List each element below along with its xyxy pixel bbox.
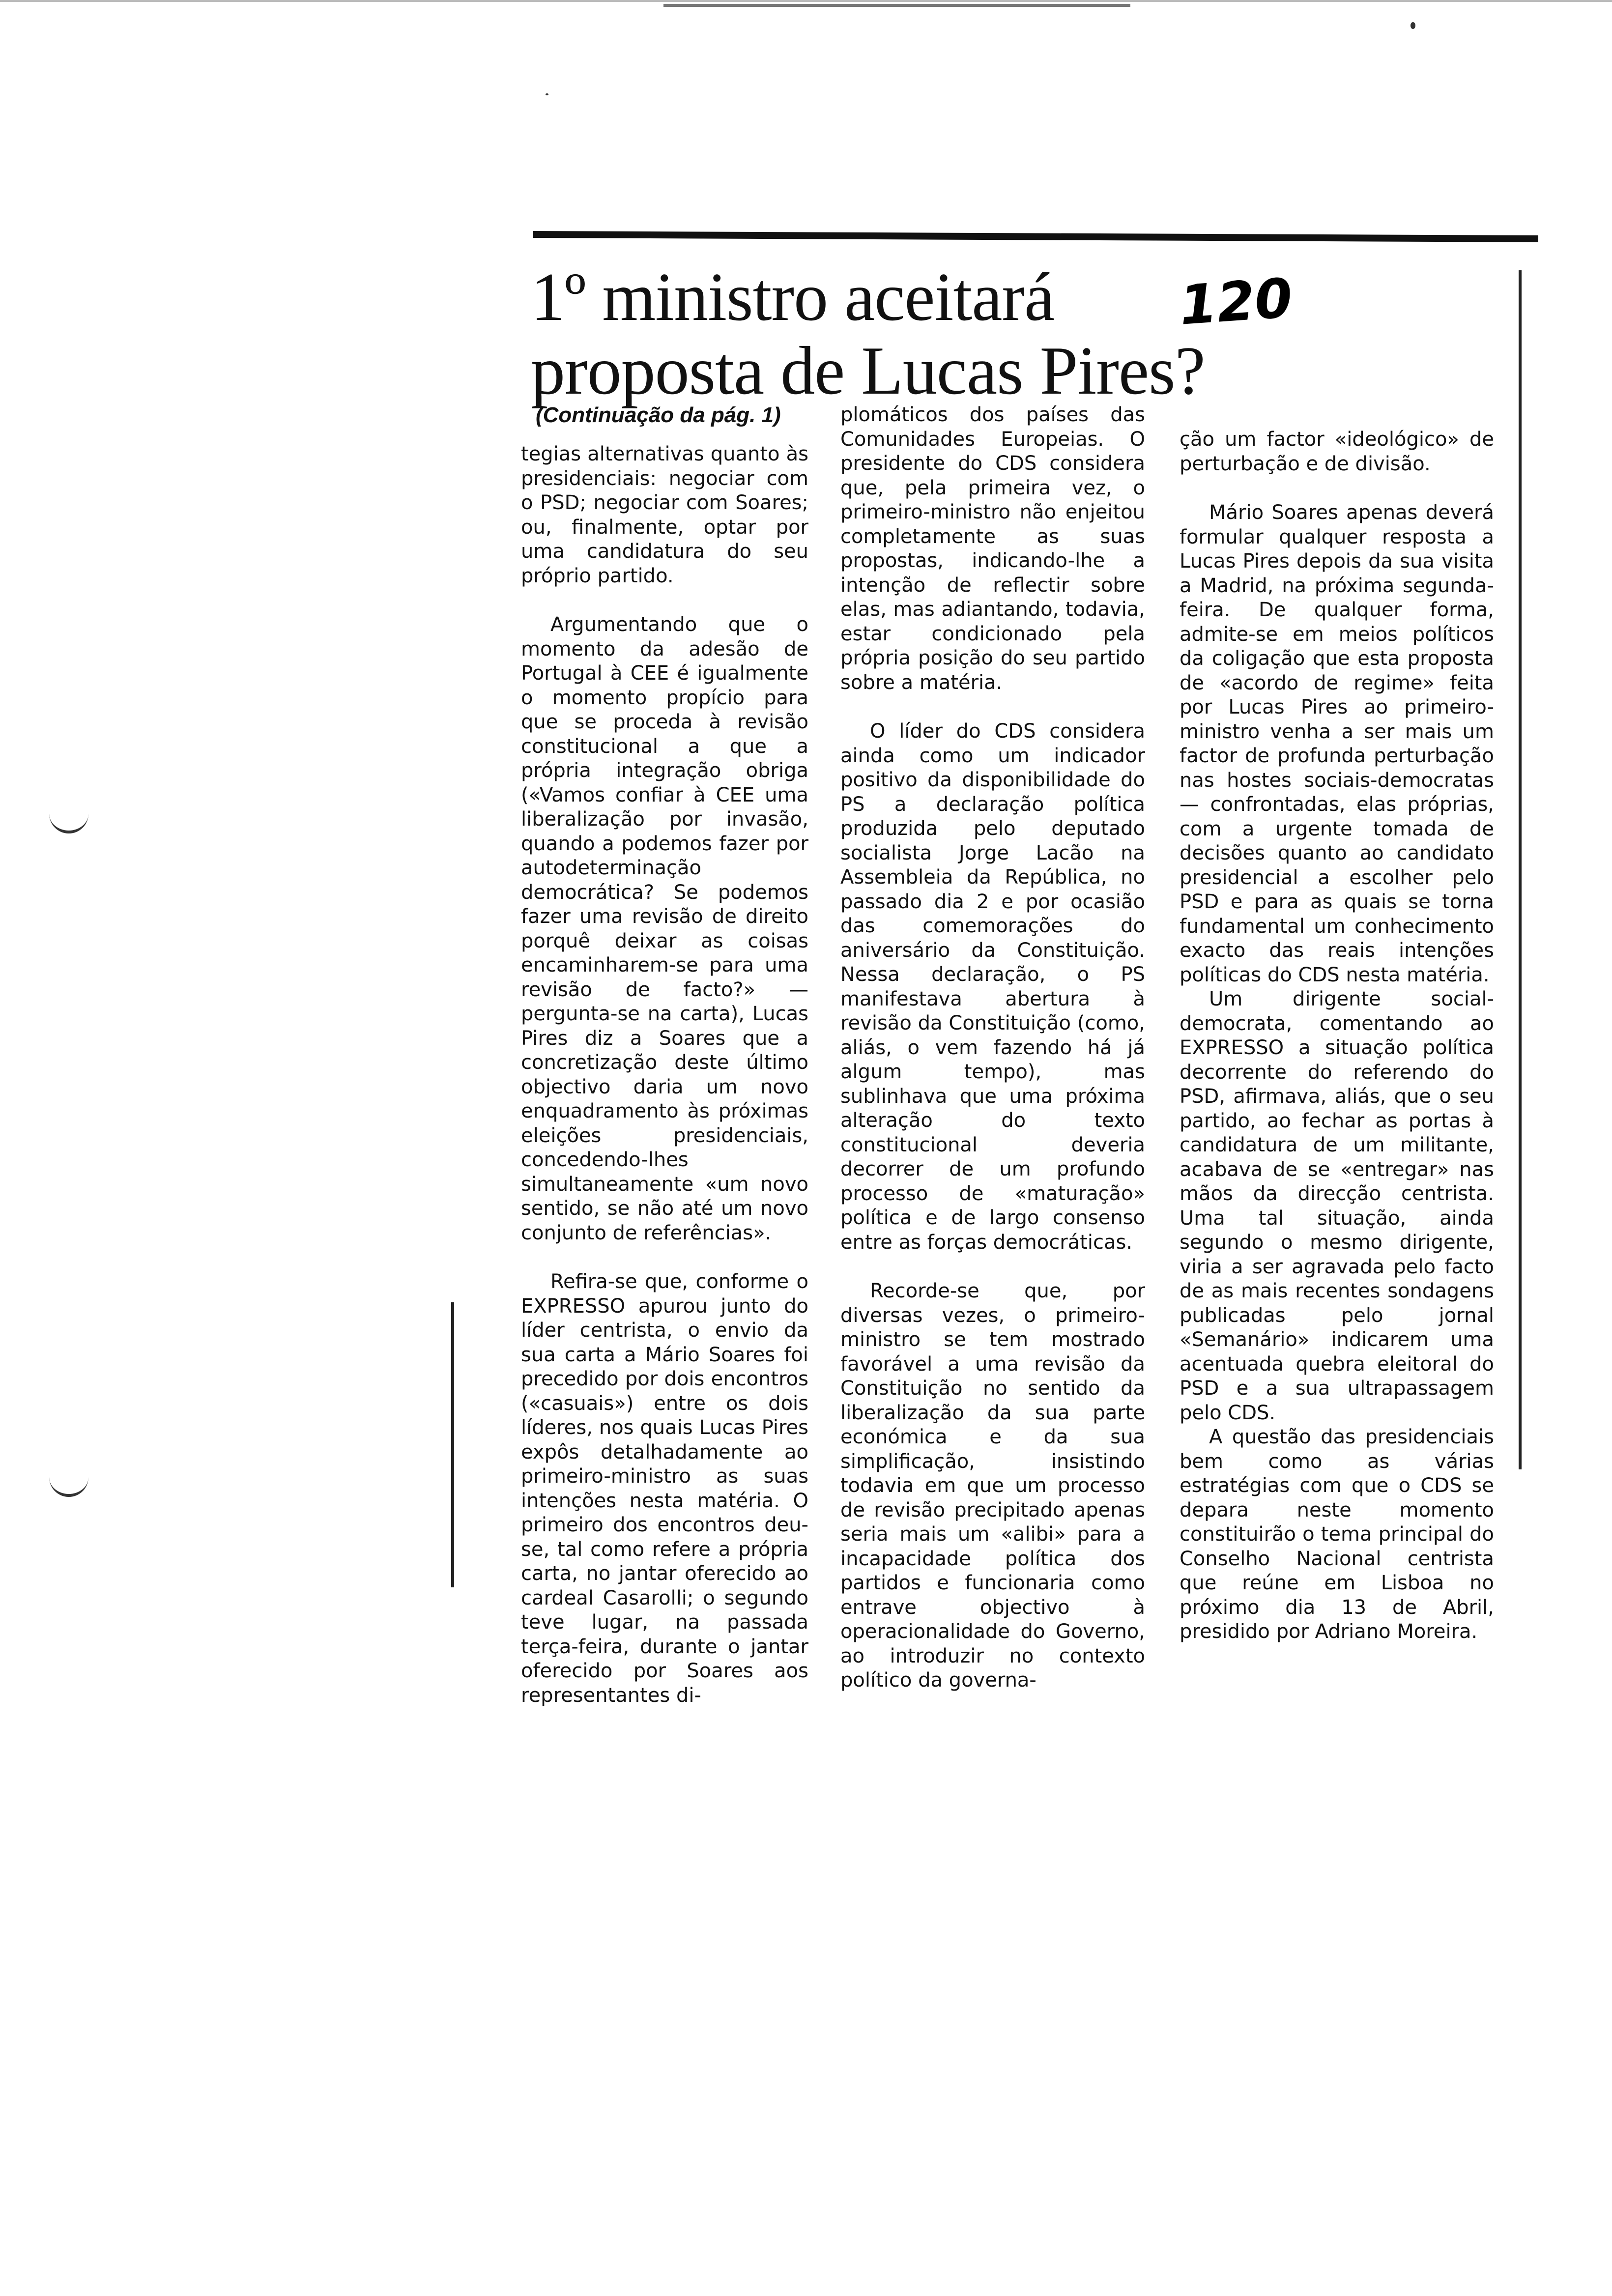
paragraph: tegias alternativas quanto às presidenciais: negociar com o PSD; negociar com Soares; ou, finalmente, optar por uma candidatura do seu próprio partido. <box>521 443 808 587</box>
newspaper-clipping <box>457 221 1538 1707</box>
paragraph: Refira-se que, conforme o EXPRESSO apurou junto do líder centrista, o envio da sua carta a Mário Soares foi precedido por dois encontros («casuais») entre os dois líderes, nos quais Lucas Pires expôs detalhadamente ao primeiro-ministro as suas intenções nesta matéria. O primeiro dos encontros deu-se, tal como refere a própria carta, no jantar oferecido ao cardeal Casarolli; o segundo teve lugar, na passada terça-feira, durante o jantar oferecido por Soares aos representantes di- <box>521 1270 808 1707</box>
right-column-rule <box>1519 270 1522 1469</box>
handwritten-annotation: 120 <box>1177 266 1295 337</box>
paragraph: Argumentando que o momento da adesão de Portugal à CEE é igualmente o momento propício para que se proceda à revisão constitucional a que a própria integração obriga («Vamos confiar à CEE uma liberalização por invasão, quando a podemos fazer por autodeterminação democrática? Se podemos fazer uma revisão de direito porquê deixar as coisas encaminharem-se para uma revisão de facto?» — pergunta-se na carta), Lucas Pires diz a Soares que a concretização deste último objectivo daria um novo enquadramento às próximas eleições presidenciais, concedendo-lhes simultaneamente «um novo sentido, se não até um novo conjunto de referências». <box>521 613 808 1244</box>
scan-speck <box>546 93 548 95</box>
scan-top-line <box>0 0 1612 2</box>
top-rule <box>533 231 1538 242</box>
continued-from-label: (Continuação da pág. 1) <box>536 403 781 427</box>
article-column-1 <box>521 442 808 1732</box>
paragraph: Um dirigente social-democrata, comentando ao EXPRESSO a situação política decorrente do referendo do PSD, afirmava, aliás, que o seu partido, ao fechar as portas à candidatura de um militante, acabava de se «entregar» nas mãos da direcção centrista. Uma tal situação, ainda segundo o mesmo dirigente, viria a ser agravada pelo facto de as mais recentes sondagens publicadas pelo jornal «Semanário» indicarem uma acentuada quebra eleitoral do PSD e a sua ultrapassagem pelo CDS. <box>1180 988 1494 1424</box>
headline <box>531 260 1465 408</box>
paragraph: O líder do CDS considera ainda como um indicador positivo da disponibilidade do PS a declaração política produzida pelo deputado socialista Jorge Lacão na Assembleia da República, no passado dia 2 e por ocasião das comemorações do aniversário da Constituição. Nessa declaração, o PS manifestava abertura à revisão da Constituição (como, aliás, o vem fazendo há já algum tempo), mas sublinhava que uma próxima alteração do texto constitucional deveria decorrer de um profundo processo de «maturação» política e de largo consenso entre as forças democráticas. <box>840 720 1145 1254</box>
paragraph: A questão das presidenciais bem como as várias estratégias com que o CDS se depara neste momento constituirão o tema principal do Conselho Nacional centrista que reúne em Lisboa no próximo dia 13 de Abril, presidido por Adriano Moreira. <box>1180 1426 1494 1643</box>
headline-line-1: 1º ministro aceitará <box>531 259 1055 335</box>
punch-hole-mark <box>49 811 88 833</box>
paragraph: Mário Soares apenas deverá formular qualquer resposta a Lucas Pires depois da sua visita a Madrid, na próxima segunda-feira. De qualquer forma, admite-se em meios políticos da coligação que esta proposta de «acordo de regime» feita por Lucas Pires ao primeiro-ministro venha a ser mais um factor de profunda perturbação nas hostes sociais-democratas — confrontadas, elas próprias, com a urgente tomada de decisões quanto ao candidato presidencial a escolher pelo PSD e para as quais se torna fundamental um conhecimento exacto das reais intenções políticas do CDS nesta matéria. <box>1180 501 1494 986</box>
article-column-2 <box>840 403 1145 1718</box>
punch-hole-mark <box>49 1474 88 1497</box>
headline-line-2: proposta de Lucas Pires? <box>531 333 1205 409</box>
paragraph: ção um factor «ideológico» de perturbação e de divisão. <box>1180 428 1494 475</box>
scan-top-bar <box>663 4 1130 7</box>
article-column-3 <box>1180 428 1494 1669</box>
left-margin-rule <box>451 1302 454 1587</box>
paragraph: Recorde-se que, por diversas vezes, o primeiro-ministro se tem mostrado favorável a uma revisão da Constituição no sentido da liberalização da sua parte económica e da sua simplificação, insistindo todavia em que um processo de revisão precipitado apenas seria mais um «alibi» para a incapacidade política dos partidos e funcionaria como entrave objectivo à operacionalidade do Governo, ao introduzir no contexto político da governa- <box>840 1280 1145 1692</box>
paragraph: plomáticos dos países das Comunidades Europeias. O presidente do CDS considera que, pela primeira vez, o primeiro-ministro não enjeitou completamente as suas propostas, indicando-lhe a intenção de reflectir sobre elas, mas adiantando, todavia, estar condicionado pela própria posição do seu partido sobre a matéria. <box>840 403 1145 694</box>
scan-speck <box>1410 22 1415 29</box>
